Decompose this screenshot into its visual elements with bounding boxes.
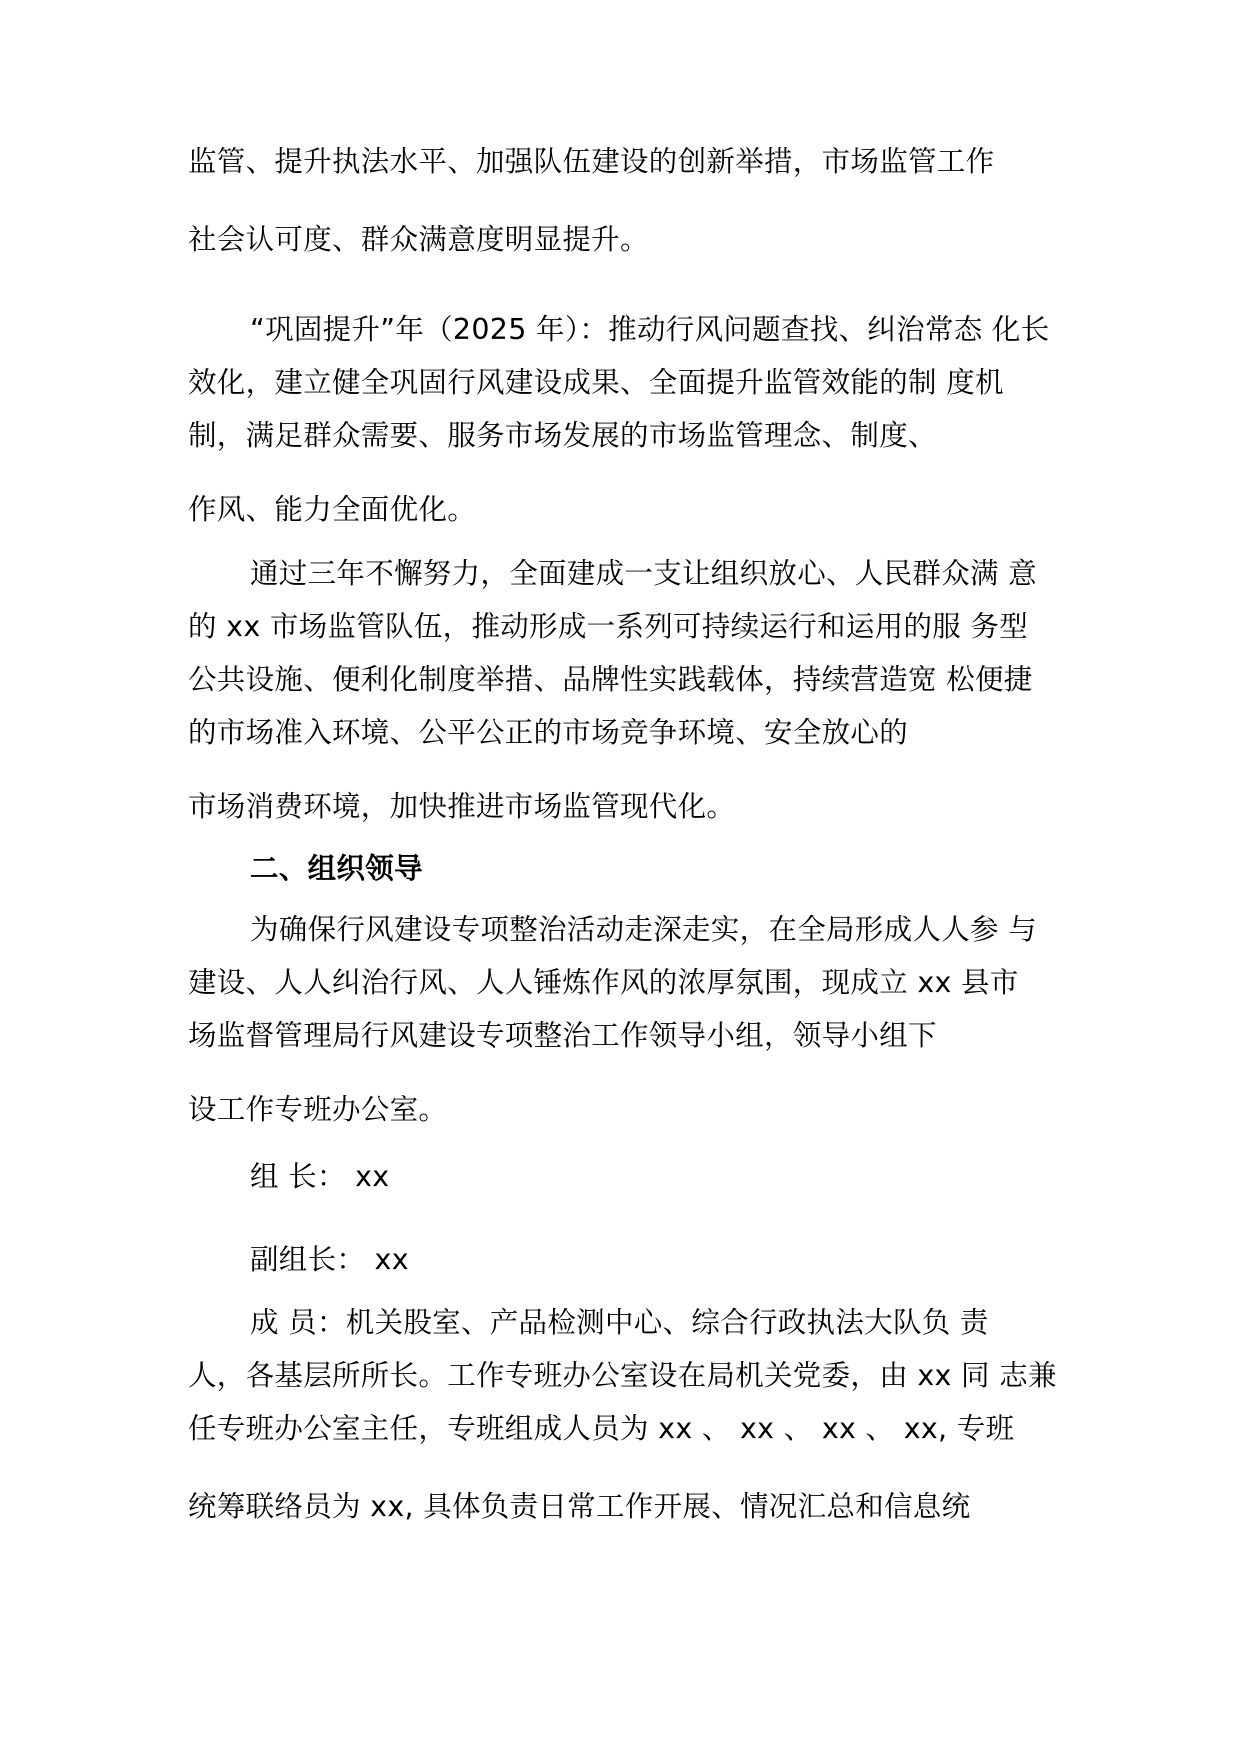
text-line: 统筹联络员为 xx, 具体负责日常工作开展、情况汇总和信息统 bbox=[188, 1490, 971, 1523]
text-line: 作风、能力全面优化。 bbox=[188, 493, 477, 526]
team-leader-line: 组 长： xx bbox=[250, 1160, 390, 1193]
text-line: 公共设施、便利化制度举措、品牌性实践载体，持续营造宽 松便捷 bbox=[188, 663, 1033, 696]
text-line: 任专班办公室主任，专班组成人员为 xx 、 xx 、 xx 、 xx, 专班 bbox=[188, 1412, 1015, 1445]
text-line: 场监督管理局行风建设专项整治工作领导小组，领导小组下 bbox=[188, 1019, 937, 1052]
text-line: “巩固提升”年（2025 年）：推动行风问题查找、纠治常态 化长 bbox=[250, 313, 1050, 346]
text-line: 市场消费环境，加快推进市场监管现代化。 bbox=[188, 790, 736, 823]
text-line: 为确保行风建设专项整治活动走深走实，在全局形成人人参 与 bbox=[250, 913, 1037, 946]
text-line: 效化，建立健全巩固行风建设成果、全面提升监管效能的制 度机 bbox=[188, 366, 1004, 399]
text-line: 监管、提升执法水平、加强队伍建设的创新举措，市场监管工作 bbox=[188, 145, 995, 178]
text-line: 的 xx 市场监管队伍，推动形成一系列可持续运行和运用的服 务型 bbox=[188, 610, 1029, 643]
deputy-leader-line: 副组长： xx bbox=[250, 1243, 409, 1276]
text-line: 制，满足群众需要、服务市场发展的市场监管理念、制度、 bbox=[188, 419, 937, 452]
members-line: 成 员：机关股室、产品检测中心、综合行政执法大队负 责 bbox=[250, 1306, 989, 1339]
section-heading: 二、组织领导 bbox=[250, 852, 423, 885]
text-line: 的市场准入环境、公平公正的市场竞争环境、安全放心的 bbox=[188, 716, 909, 749]
text-line: 人，各基层所所长。工作专班办公室设在局机关党委，由 xx 同 志兼 bbox=[188, 1359, 1057, 1392]
text-line: 建设、人人纠治行风、人人锤炼作风的浓厚氛围，现成立 xx 县市 bbox=[188, 966, 1019, 999]
text-line: 通过三年不懈努力，全面建成一支让组织放心、人民群众满 意 bbox=[250, 557, 1037, 590]
text-line: 社会认可度、群众满意度明显提升。 bbox=[188, 223, 649, 256]
text-line: 设工作专班办公室。 bbox=[188, 1093, 448, 1126]
